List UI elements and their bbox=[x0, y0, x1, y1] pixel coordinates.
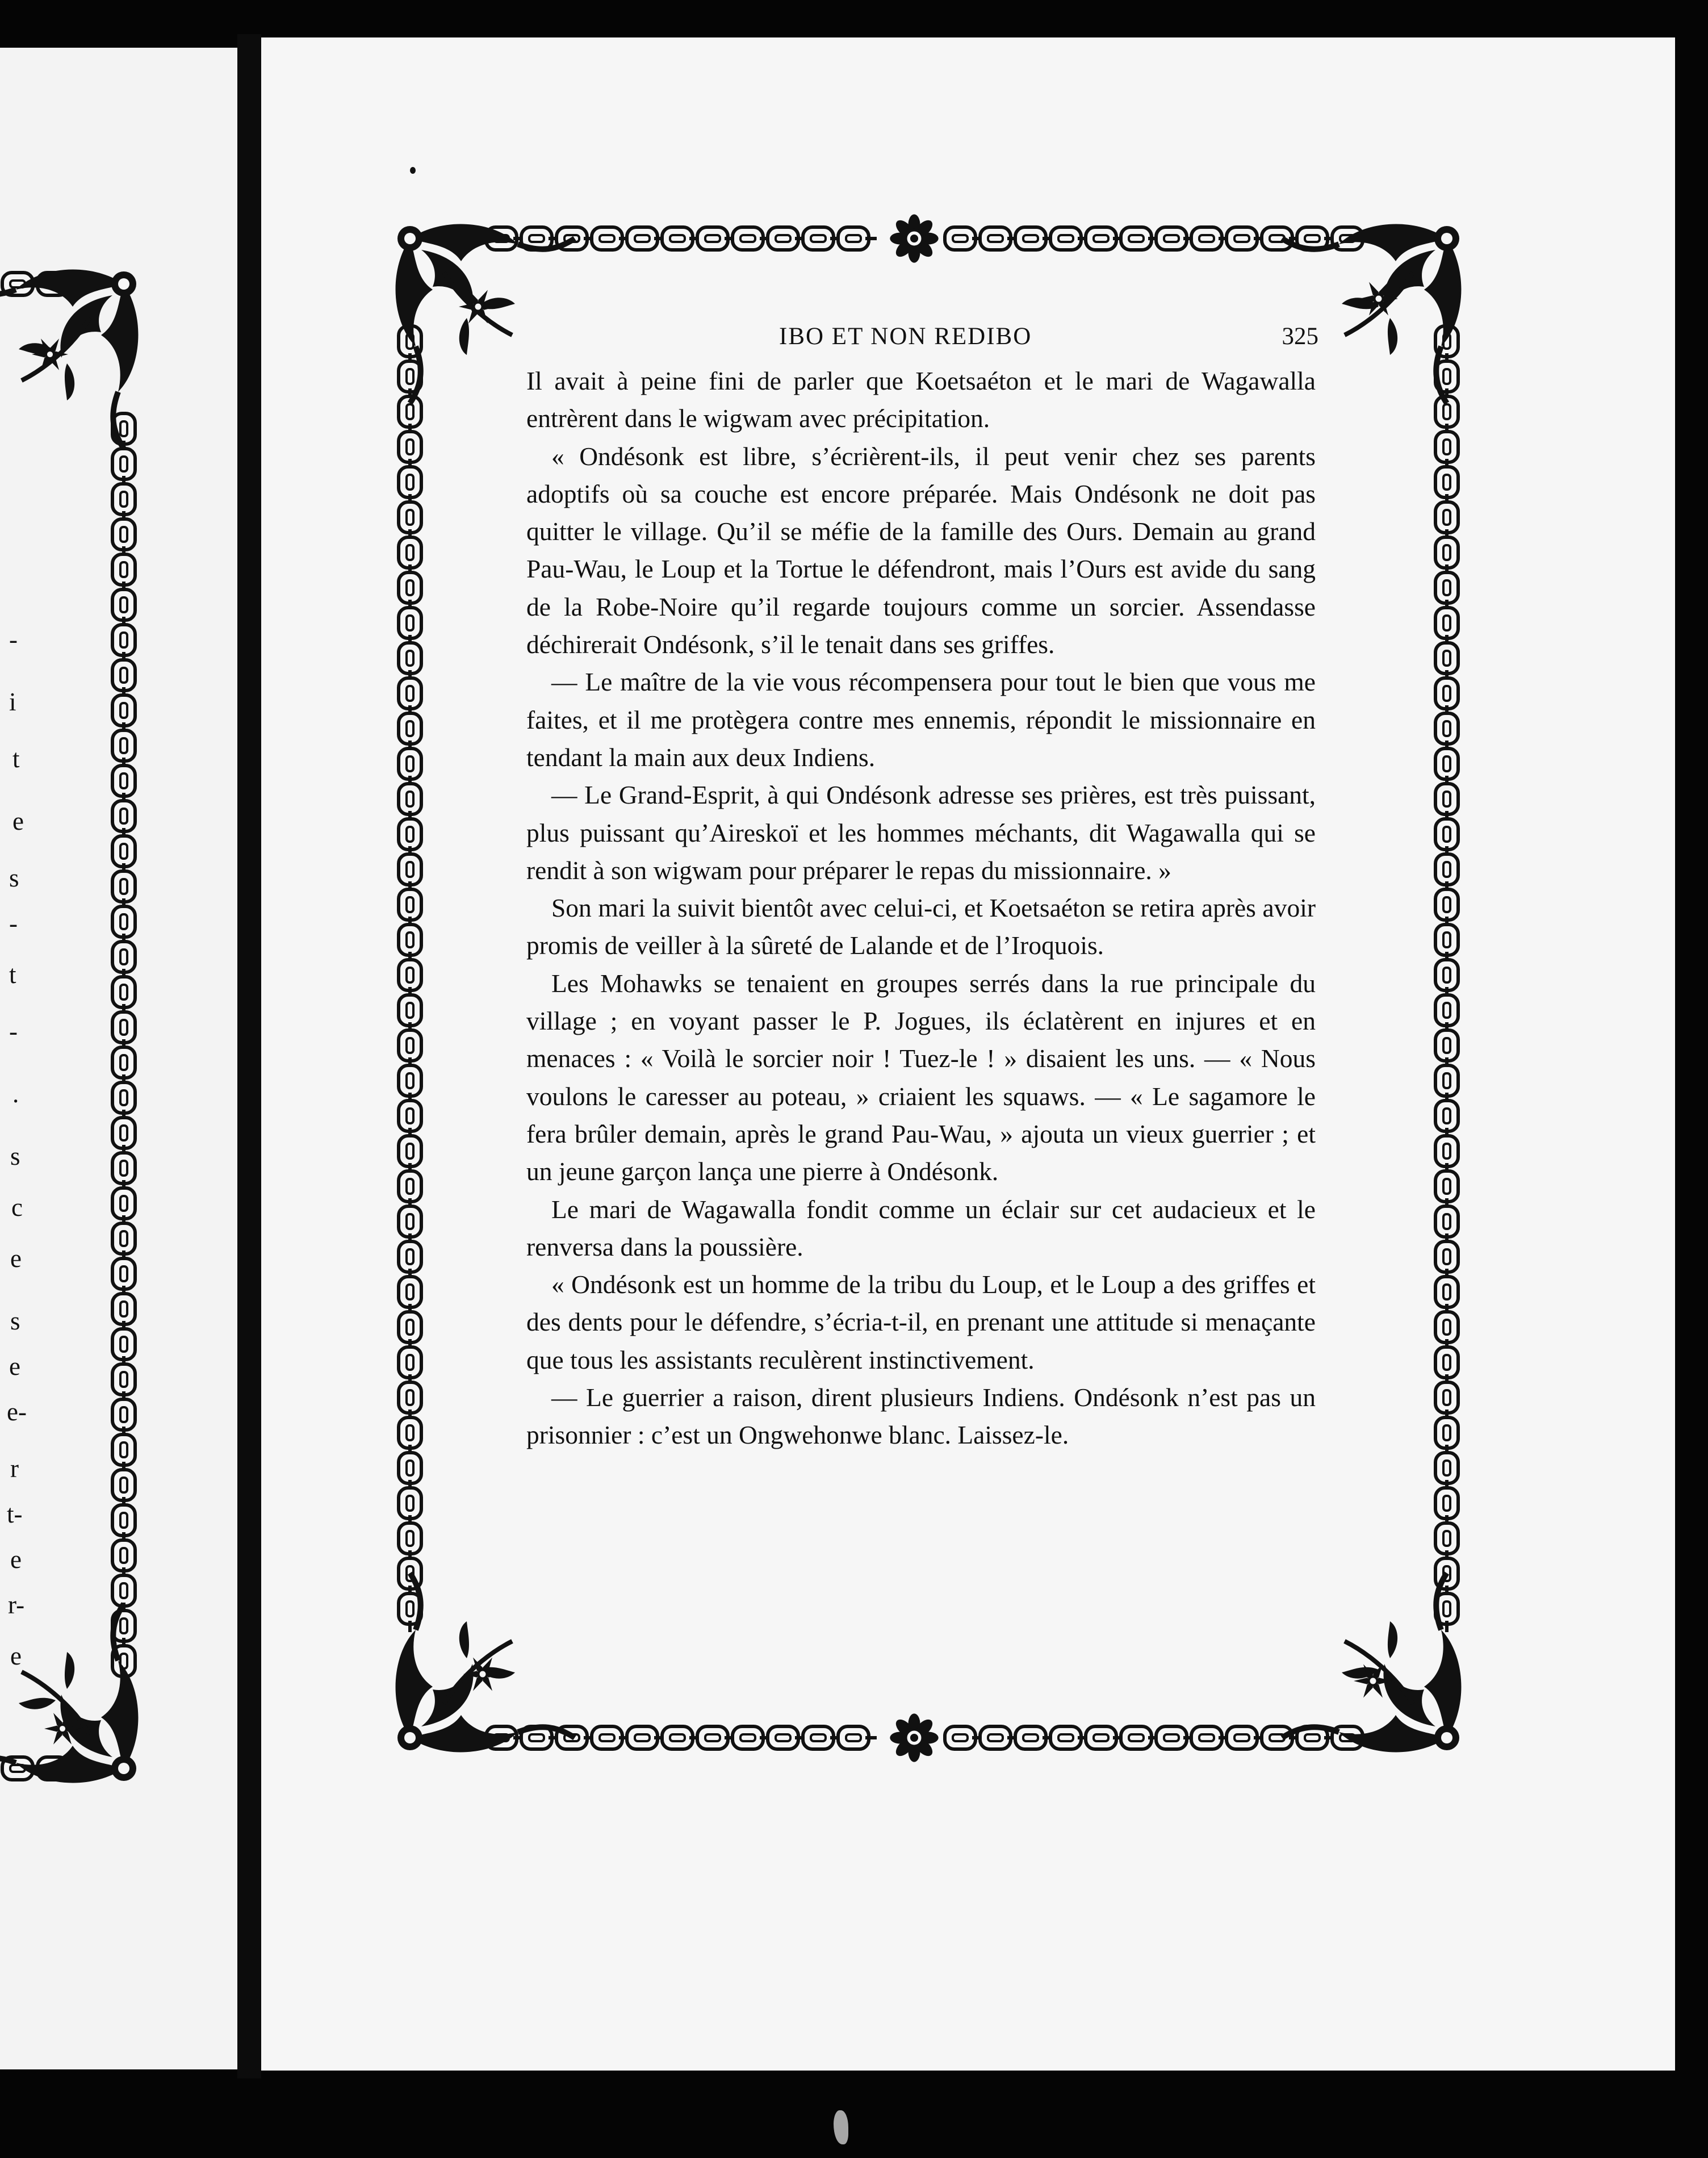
chain-link bbox=[838, 227, 869, 250]
chain-border-column bbox=[1435, 326, 1458, 1632]
margin-letter: s bbox=[9, 864, 19, 892]
margin-letter: - bbox=[9, 1017, 18, 1045]
chain-link bbox=[1121, 227, 1152, 250]
body-text bbox=[526, 362, 1316, 1454]
margin-letter: r- bbox=[8, 1591, 25, 1619]
margin-letter: - bbox=[9, 625, 18, 654]
chain-link bbox=[399, 572, 421, 603]
flower-rosette-icon bbox=[890, 214, 938, 262]
vine-leaf bbox=[1388, 318, 1397, 355]
chain-link bbox=[697, 227, 728, 250]
chain-link bbox=[399, 1171, 421, 1202]
chain-link bbox=[1435, 608, 1458, 638]
page-header bbox=[779, 323, 1318, 362]
margin-letter: - bbox=[9, 909, 18, 938]
chain-link bbox=[1435, 1312, 1458, 1343]
paragraph: Les Mohawks se tenaient en groupes serrés dans la rue principale du village ; en voyant passer le P. Jogues, ils éclatèrent en injures et en menaces : « Voilà le sorcier noir ! Tuez-le ! » disaient les uns. — « Nous voulons le caresser au poteau, » criaient les squaws. — « Le sagamore le fera brûler demain, après le grand Pau-Wau, » ajouta un vieux guerrier ; et un jeune garçon lança une pierre à Ondésonk. bbox=[526, 968, 1316, 1186]
paragraph: Il avait à peine fini de parler que Koetsaéton et le mari de Wagawalla entrèrent dans le wigwam avec précipitation. bbox=[526, 366, 1316, 433]
paragraph: Le mari de Wagawalla fondit comme un éclair sur cet audacieux et le renversa dans la poussière. bbox=[526, 1194, 1316, 1261]
chain-link bbox=[838, 1726, 869, 1749]
chain-link bbox=[399, 1523, 421, 1554]
chain-link bbox=[627, 227, 658, 250]
chain-link bbox=[1435, 1523, 1458, 1554]
margin-letter: . bbox=[12, 1080, 19, 1108]
vine-leaf bbox=[1388, 1621, 1397, 1658]
margin-letter: t- bbox=[7, 1500, 23, 1528]
chain-link bbox=[1435, 995, 1458, 1026]
chain-link bbox=[1226, 227, 1257, 250]
chain-link bbox=[399, 1277, 421, 1307]
chain-link bbox=[1435, 960, 1458, 990]
chain-link bbox=[732, 227, 763, 250]
chain-link bbox=[1086, 227, 1116, 250]
chain-link bbox=[1191, 1726, 1222, 1749]
chain-link bbox=[399, 995, 421, 1026]
chain-link bbox=[1435, 1417, 1458, 1448]
chain-link bbox=[1015, 227, 1046, 250]
chain-link bbox=[1435, 713, 1458, 744]
chain-link bbox=[399, 502, 421, 533]
chain-link bbox=[662, 227, 693, 250]
chain-link bbox=[399, 537, 421, 568]
chain-link bbox=[1435, 854, 1458, 885]
chain-link bbox=[627, 1726, 658, 1749]
paragraph: « Ondésonk est un homme de la tribu du Loup, et le Loup a des griffes et des dents pour le défendre, s’écria-t-il, en prenant une attitude si menaçante que tous les assistants reculèrent instinctivement. bbox=[526, 1270, 1316, 1374]
chain-link bbox=[399, 1206, 421, 1237]
chain-link bbox=[399, 1101, 421, 1131]
chain-link bbox=[1435, 1347, 1458, 1378]
chain-link bbox=[1435, 748, 1458, 779]
chain-link bbox=[945, 227, 976, 250]
chain-link bbox=[1435, 678, 1458, 709]
corner-boss-center bbox=[1441, 1732, 1452, 1743]
chain-link bbox=[399, 1241, 421, 1272]
corner-boss-center bbox=[404, 233, 416, 244]
chain-link bbox=[399, 1453, 421, 1483]
chain-link bbox=[1435, 643, 1458, 674]
margin-letter: e bbox=[10, 1545, 22, 1574]
chain-link bbox=[399, 467, 421, 497]
chain-link bbox=[399, 1312, 421, 1343]
flower-center bbox=[474, 303, 483, 311]
margin-letter: t bbox=[12, 745, 20, 773]
chain-link bbox=[1191, 227, 1222, 250]
margin-letter: e- bbox=[7, 1398, 27, 1426]
chain-link bbox=[399, 1382, 421, 1413]
chain-link bbox=[1435, 1065, 1458, 1096]
chain-link bbox=[803, 227, 834, 250]
chain-link bbox=[1156, 227, 1187, 250]
chain-link bbox=[399, 819, 421, 850]
chain-link bbox=[399, 608, 421, 638]
paragraph: — Le maître de la vie vous récompensera pour tout le bien que vous me faites, et il me protègera contre mes ennemis, répondit le missionnaire en tendant la main aux deux Indiens. bbox=[526, 667, 1316, 772]
scroll-corner-ornament bbox=[1282, 1573, 1461, 1752]
margin-letter: e bbox=[10, 1642, 22, 1670]
chain-link bbox=[1435, 889, 1458, 920]
chain-link bbox=[1435, 819, 1458, 850]
chain-link bbox=[399, 889, 421, 920]
chain-link bbox=[399, 784, 421, 814]
scroll-corner-ornament bbox=[396, 1573, 575, 1752]
chain-link bbox=[1435, 1101, 1458, 1131]
chain-link bbox=[1435, 1030, 1458, 1061]
chain-link bbox=[1435, 1241, 1458, 1272]
chain-link bbox=[399, 1065, 421, 1096]
corner-boss-center bbox=[404, 1732, 416, 1743]
chain-link bbox=[1435, 467, 1458, 497]
chain-link bbox=[1435, 1277, 1458, 1307]
chain-link bbox=[1121, 1726, 1152, 1749]
margin-letter: t bbox=[9, 960, 16, 989]
chain-link bbox=[399, 925, 421, 955]
corner-boss-center bbox=[1441, 233, 1452, 244]
margin-letter: s bbox=[10, 1307, 20, 1335]
chain-link bbox=[662, 1726, 693, 1749]
chain-link bbox=[1435, 502, 1458, 533]
paragraph: — Le Grand-Esprit, à qui Ondésonk adresse ses prières, est très puissant, plus puissant qu’Aireskoï et les hommes méchants, dit Wagawalla qui se rendit à son wigwam pour préparer le repas du missionnaire. » bbox=[526, 780, 1316, 885]
chain-link bbox=[945, 1726, 976, 1749]
chain-link bbox=[1435, 572, 1458, 603]
chain-link bbox=[592, 1726, 622, 1749]
paragraph: Son mari la suivit bientôt avec celui-ci, et Koetsaéton se retira après avoir promis de veiller à la sûreté de Lalande et de l’Iroquois. bbox=[526, 893, 1316, 960]
chain-link bbox=[1435, 432, 1458, 462]
chain-link bbox=[399, 432, 421, 462]
chain-link bbox=[399, 643, 421, 674]
chain-link bbox=[1156, 1726, 1187, 1749]
flower-rosette-icon bbox=[890, 1713, 938, 1762]
chain-link bbox=[592, 227, 622, 250]
chain-link bbox=[399, 1417, 421, 1448]
chain-link bbox=[803, 1726, 834, 1749]
margin-letter: c bbox=[11, 1193, 23, 1222]
chain-link bbox=[1435, 925, 1458, 955]
chain-link bbox=[1435, 784, 1458, 814]
page-number: 325 bbox=[1282, 323, 1318, 350]
paragraph: « Ondésonk est libre, s’écrièrent-ils, il peut venir chez ses parents adoptifs où sa couche est encore préparée. Mais Ondésonk ne doit pas quitter le village. Qu’il se méfie de la famille des Ours. Demain au grand Pau-Wau, le Loup et la Tortue le défendront, mais l’Ours est avide du sang de la Robe-Noire qu’il regarde toujours comme un sorcier. Assendasse déchirerait Ondésonk, s’il le tenait dans ses griffes. bbox=[526, 441, 1316, 659]
chain-link bbox=[399, 854, 421, 885]
chain-link bbox=[1086, 1726, 1116, 1749]
chain-link bbox=[1435, 1488, 1458, 1519]
chain-link bbox=[768, 1726, 798, 1749]
chain-link bbox=[399, 1347, 421, 1378]
chain-link bbox=[1435, 1136, 1458, 1166]
vine-leaf bbox=[459, 1621, 469, 1658]
chain-link bbox=[1262, 227, 1292, 250]
chain-link bbox=[697, 1726, 728, 1749]
flower-center bbox=[479, 1670, 487, 1679]
chain-link bbox=[1050, 1726, 1081, 1749]
margin-letter: r bbox=[10, 1454, 19, 1483]
chain-link bbox=[399, 713, 421, 744]
chain-link bbox=[1226, 1726, 1257, 1749]
rosette-center bbox=[910, 1734, 918, 1742]
chain-link bbox=[1050, 227, 1081, 250]
chain-link bbox=[1435, 537, 1458, 568]
chain-border-column bbox=[399, 326, 421, 1632]
running-title: IBO ET NON REDIBO bbox=[779, 323, 1032, 350]
chain-link bbox=[1262, 1726, 1292, 1749]
chain-link bbox=[732, 1726, 763, 1749]
margin-letter: s bbox=[10, 1142, 20, 1170]
chain-link bbox=[399, 1136, 421, 1166]
chain-link bbox=[1015, 1726, 1046, 1749]
margin-letter: e bbox=[9, 1352, 20, 1381]
chain-link bbox=[399, 1030, 421, 1061]
chain-link bbox=[399, 748, 421, 779]
chain-link bbox=[399, 678, 421, 709]
chain-link bbox=[1435, 1206, 1458, 1237]
chain-link bbox=[980, 1726, 1011, 1749]
margin-letter: e bbox=[10, 1244, 22, 1273]
vine-leaf bbox=[459, 318, 469, 355]
flower-center bbox=[1369, 1677, 1378, 1686]
margin-letter: i bbox=[9, 688, 16, 716]
chain-link bbox=[399, 960, 421, 990]
rosette-center bbox=[910, 235, 918, 242]
chain-link bbox=[1435, 1171, 1458, 1202]
margin-letter: e bbox=[12, 807, 24, 835]
paragraph: — Le guerrier a raison, dirent plusieurs Indiens. Ondésonk n’est pas un prisonnier : c’est un Ongwehonwe blanc. Laissez-le. bbox=[526, 1383, 1316, 1450]
chain-link bbox=[399, 1488, 421, 1519]
chain-link bbox=[768, 227, 798, 250]
flower-center bbox=[1375, 295, 1383, 303]
ink-speck bbox=[410, 167, 416, 174]
chain-link bbox=[1435, 1382, 1458, 1413]
chain-link bbox=[980, 227, 1011, 250]
chain-link bbox=[1435, 1453, 1458, 1483]
